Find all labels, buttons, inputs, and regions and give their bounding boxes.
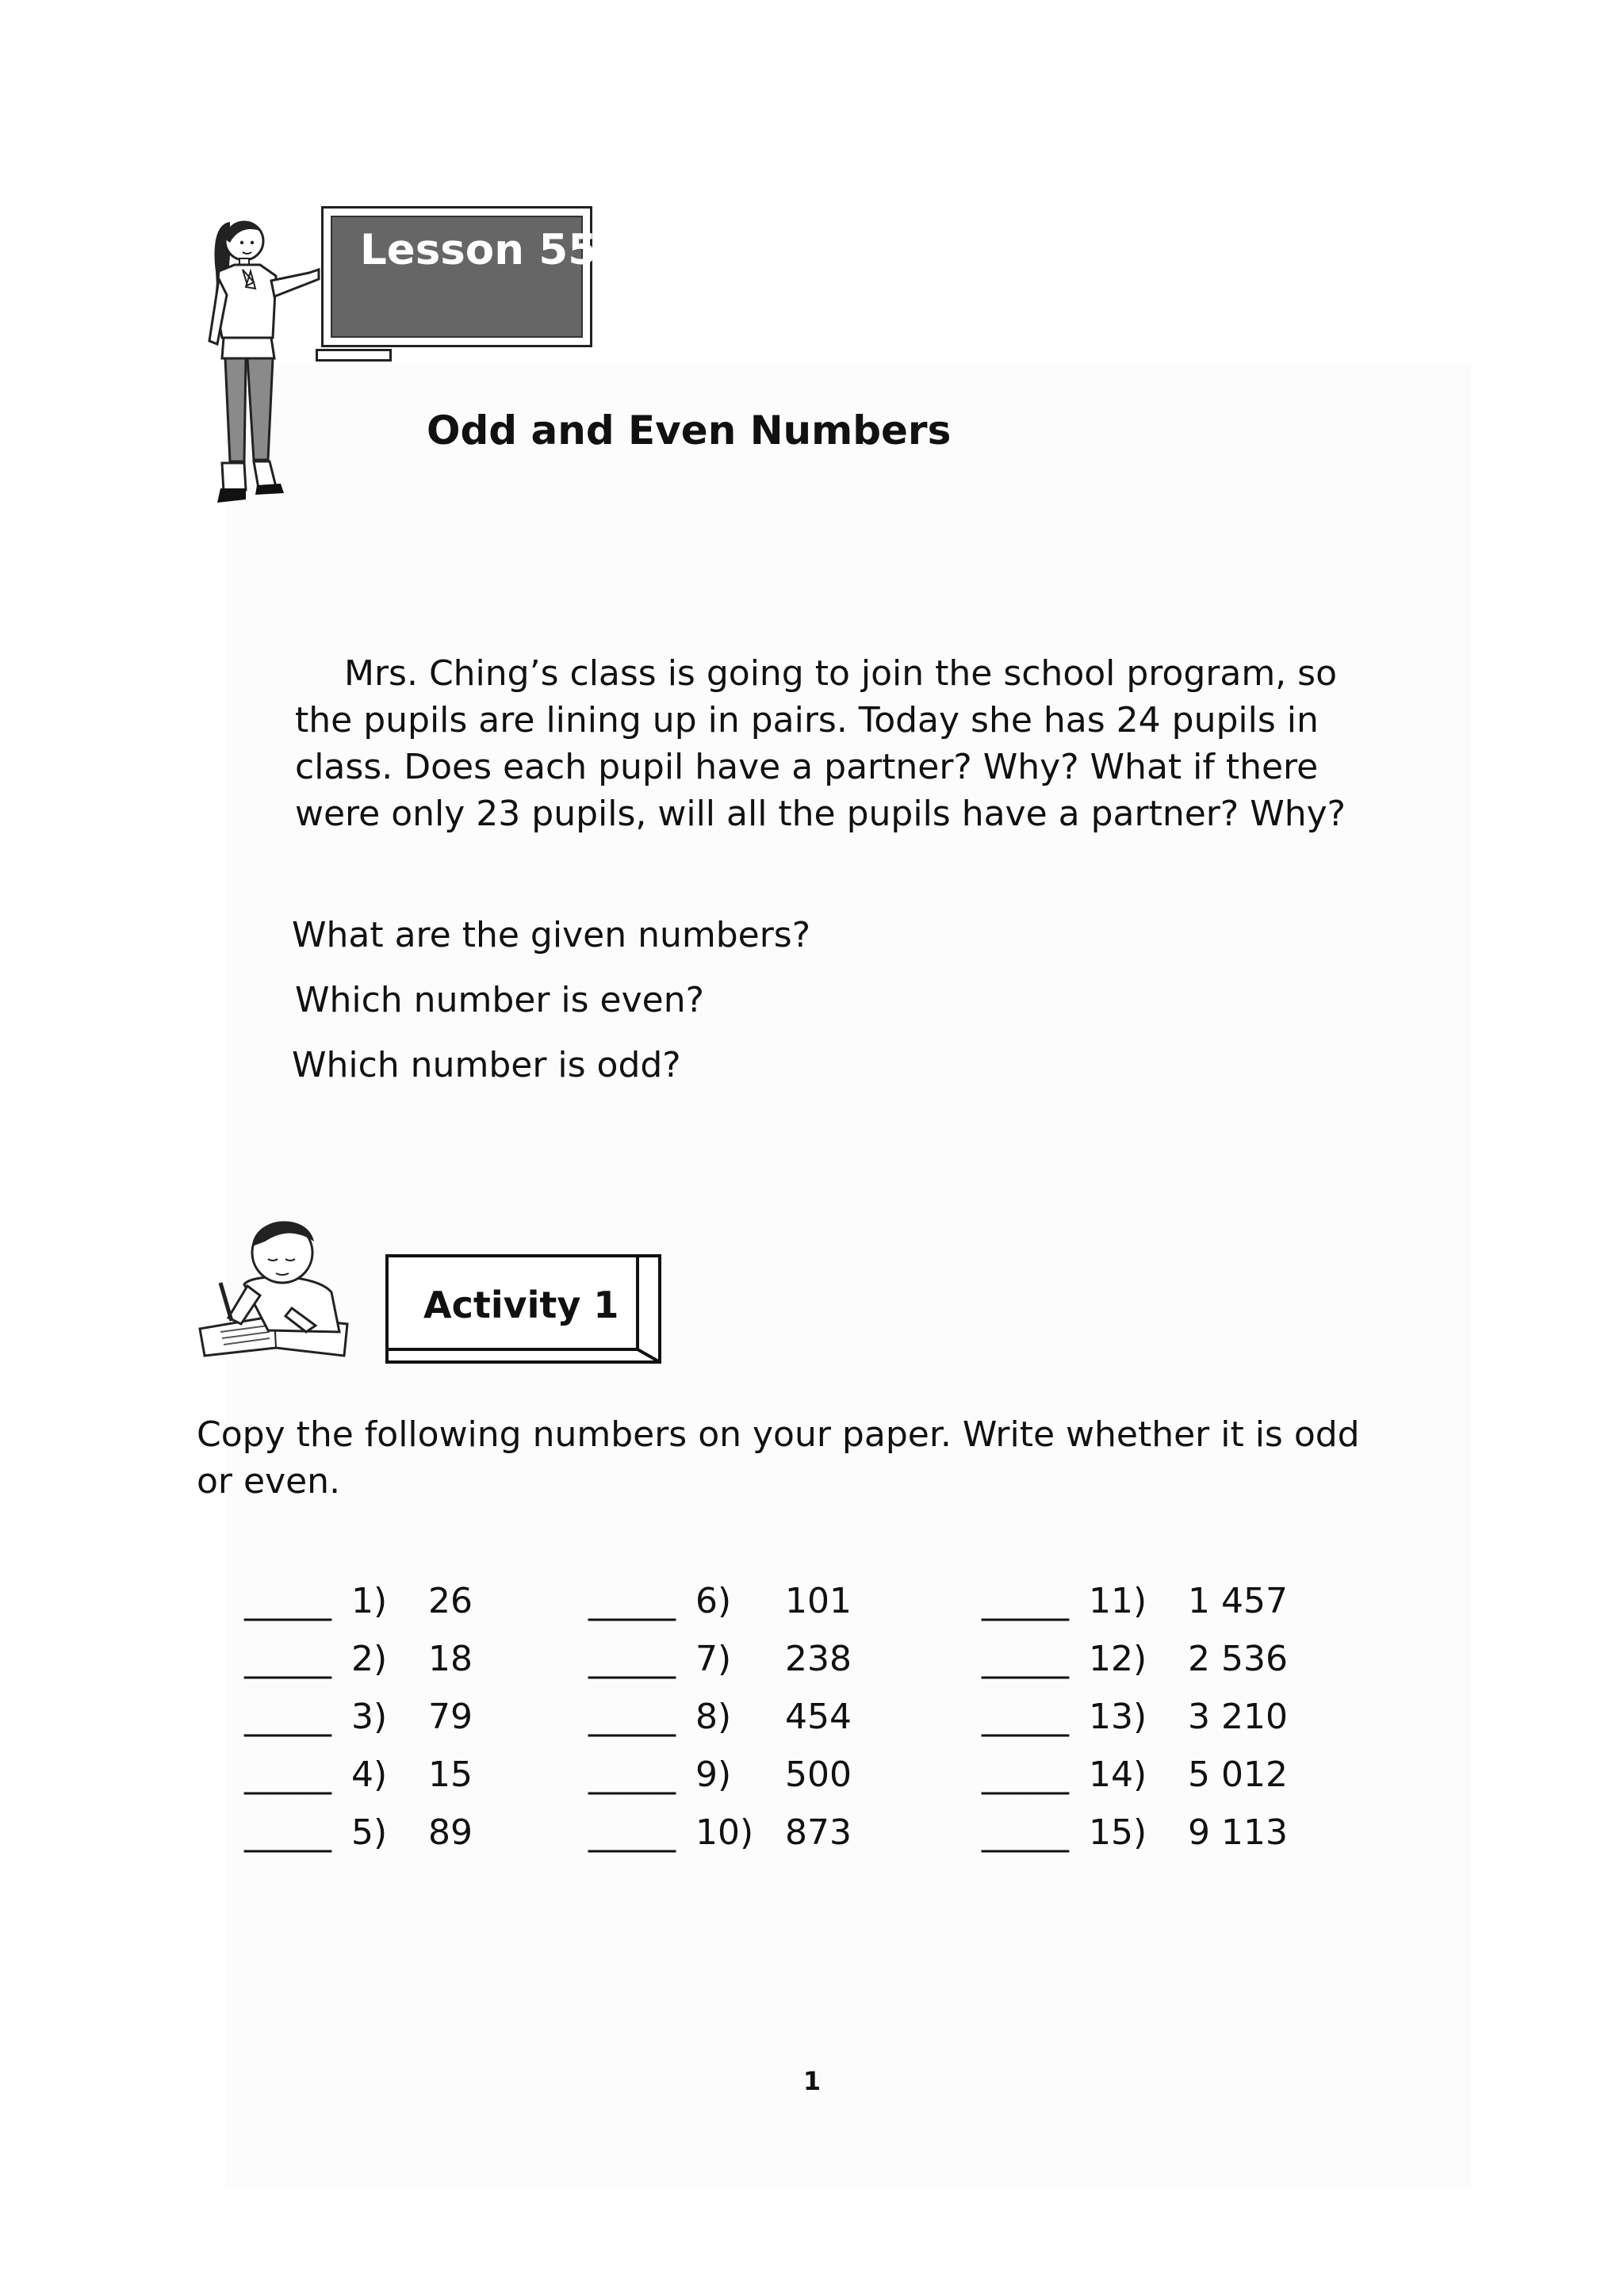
answer-blank[interactable]: _____ [244,1812,331,1853]
item-value: 3 210 [1188,1697,1288,1737]
item-number: 7) [695,1639,732,1679]
item-value: 89 [428,1812,473,1853]
story-line: class. Does each pupil have a partner? Why? What if there [295,747,1319,787]
item-number: 10) [695,1812,754,1853]
blackboard-ledge [316,349,392,362]
answer-blank[interactable]: _____ [982,1697,1069,1737]
answer-blank[interactable]: _____ [588,1581,676,1621]
answer-blank[interactable]: _____ [982,1755,1069,1795]
item-value: 79 [428,1697,473,1737]
story-paragraph [295,650,1437,837]
story-line: were only 23 pupils, will all the pupils have a partner? Why? [295,794,1346,834]
question-odd: Which number is odd? [292,1045,681,1085]
activity-instructions [197,1411,1465,1505]
item-number: 4) [351,1755,388,1795]
answer-blank[interactable]: _____ [588,1697,676,1737]
instruction-line: Copy the following numbers on your paper. Write whether it is odd [197,1414,1360,1455]
item-number: 12) [1089,1639,1147,1679]
answer-blank[interactable]: _____ [244,1639,331,1679]
answer-blank[interactable]: _____ [244,1697,331,1737]
item-number: 5) [351,1812,388,1853]
story-line: Mrs. Ching’s class is going to join the school program, so [344,653,1338,694]
item-number: 1) [351,1581,388,1621]
answer-blank[interactable]: _____ [588,1755,676,1795]
item-value: 18 [428,1639,473,1679]
item-value: 26 [428,1581,473,1621]
item-value: 873 [785,1812,852,1853]
item-number: 9) [695,1755,732,1795]
answer-blank[interactable]: _____ [588,1812,676,1853]
page-number: 1 [802,2066,822,2096]
item-value: 454 [785,1697,852,1737]
item-value: 500 [785,1755,852,1795]
answer-blank[interactable]: _____ [982,1581,1069,1621]
item-number: 2) [351,1639,388,1679]
item-number: 11) [1089,1581,1147,1621]
item-value: 101 [785,1581,852,1621]
item-number: 8) [695,1697,732,1737]
answer-blank[interactable]: _____ [244,1581,331,1621]
question-even: Which number is even? [295,980,704,1020]
question-given-numbers: What are the given numbers? [292,915,811,955]
item-number: 3) [351,1697,388,1737]
boy-writing-illustration [197,1197,355,1364]
item-number: 14) [1089,1755,1147,1795]
item-value: 238 [785,1639,852,1679]
lesson-label: Lesson 55 [360,226,598,274]
item-value: 5 012 [1188,1755,1288,1795]
story-line: the pupils are lining up in pairs. Today she has 24 pupils in [295,700,1319,740]
item-value: 9 113 [1188,1812,1288,1853]
item-number: 13) [1089,1697,1147,1737]
item-number: 15) [1089,1812,1147,1853]
page-title: Odd and Even Numbers [427,408,952,453]
item-value: 15 [428,1755,473,1795]
answer-blank[interactable]: _____ [982,1812,1069,1853]
item-number: 6) [695,1581,732,1621]
teacher-illustration [198,208,321,525]
item-value: 2 536 [1188,1639,1288,1679]
answer-blank[interactable]: _____ [588,1639,676,1679]
activity-title: Activity 1 [423,1284,619,1326]
answer-blank[interactable]: _____ [982,1639,1069,1679]
answer-blank[interactable]: _____ [244,1755,331,1795]
item-value: 1 457 [1188,1581,1288,1621]
instruction-line: or even. [197,1461,341,1502]
